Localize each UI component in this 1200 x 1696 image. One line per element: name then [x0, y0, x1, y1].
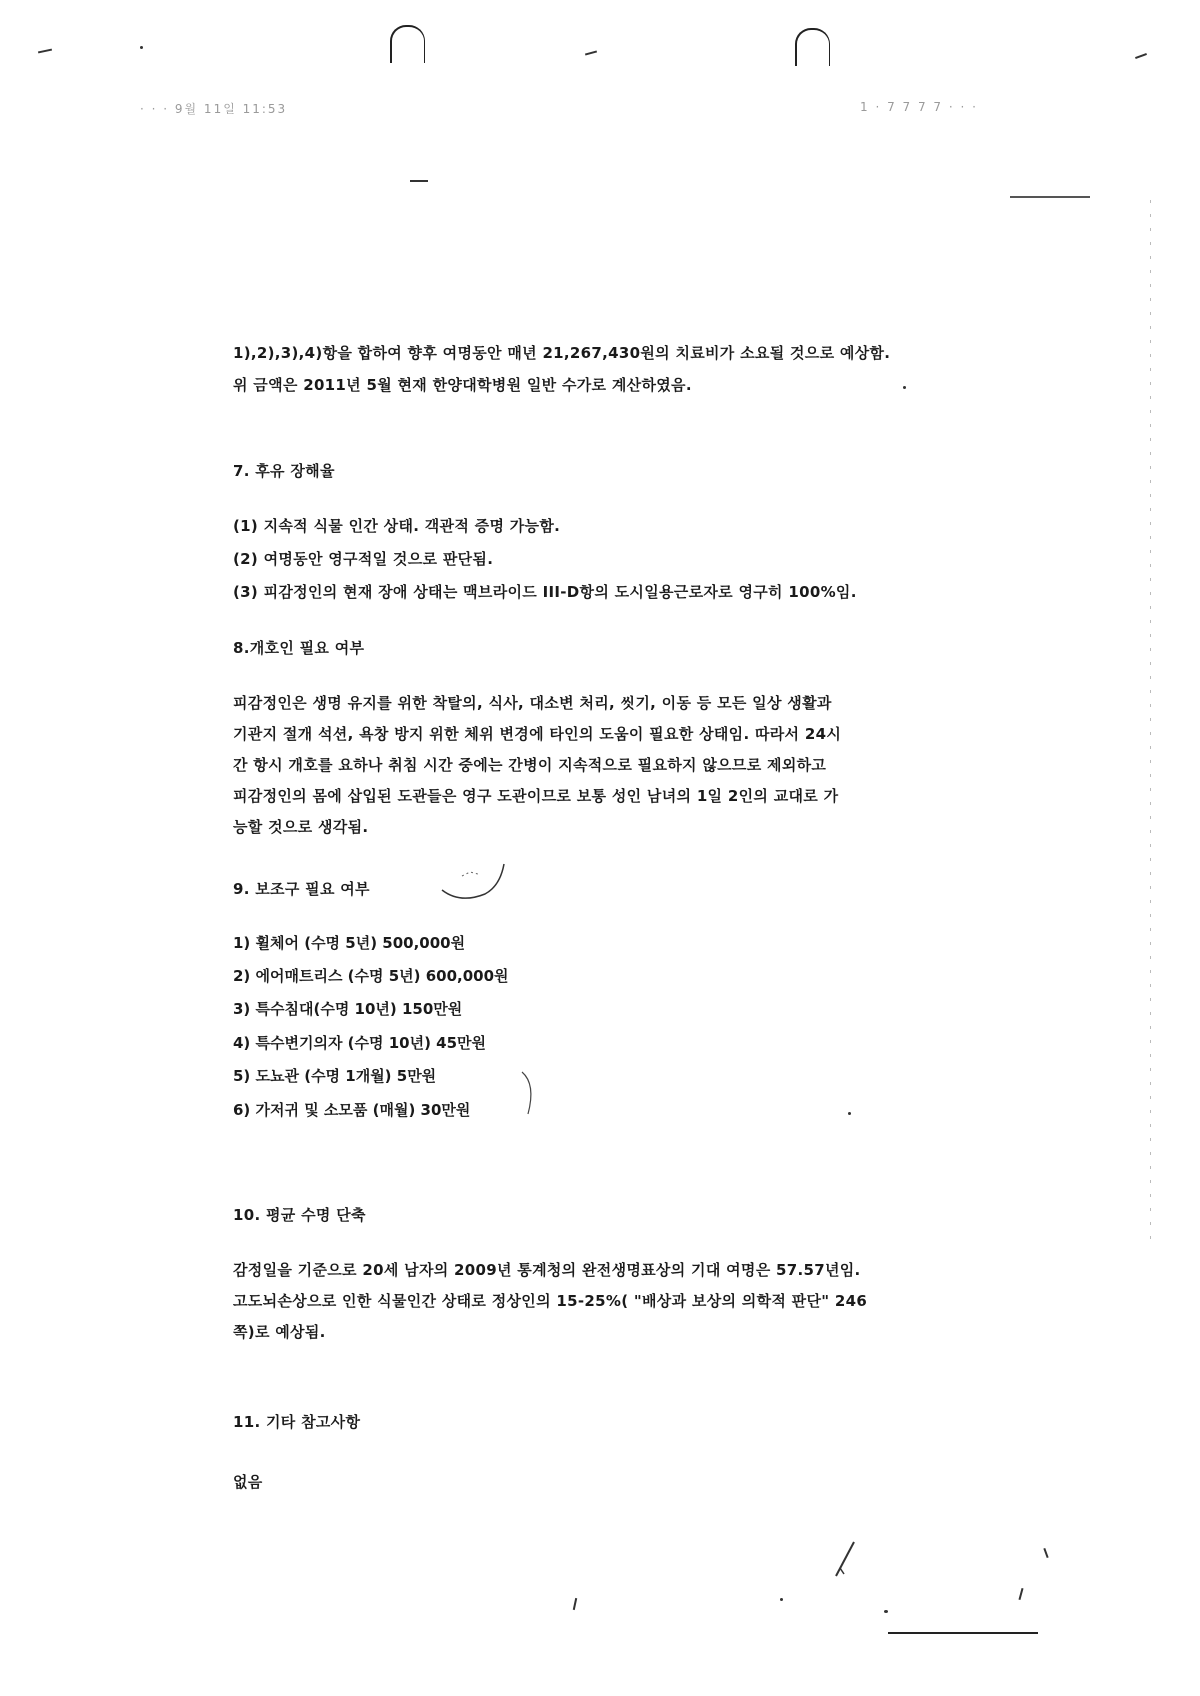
section-10-body: [233, 1255, 973, 1348]
section-11-body: 없음: [233, 1473, 263, 1491]
scan-mark: [573, 1598, 577, 1610]
section-8-line: 능할 것으로 생각됨.: [233, 818, 369, 836]
scan-mark: [585, 50, 597, 55]
scan-mark: [38, 49, 52, 54]
scan-dot: [903, 386, 906, 389]
scan-dot: [848, 1112, 851, 1115]
fax-header-right: 1 · 7 7 7 7 · · ·: [860, 100, 978, 114]
section-10-line: 쪽)로 예상됨.: [233, 1323, 326, 1341]
section-9-item-4: 4) 특수변기의자 (수명 10년) 45만원: [233, 1034, 487, 1052]
punch-hole-left: [390, 25, 425, 63]
punch-hole-right: [795, 28, 830, 66]
scan-mark: [1135, 53, 1147, 59]
scan-edge-dots: [1150, 200, 1151, 1250]
section-8-body: [233, 688, 973, 843]
pen-stroke-mark: [830, 1540, 860, 1580]
section-10-line: 감정일을 기준으로 20세 남자의 2009년 통계청의 완전생명표상의 기대 여명은 57.57년임.: [233, 1261, 861, 1279]
handwritten-scribble: [440, 858, 510, 908]
section-10-title: 10. 평균 수명 단축: [233, 1206, 366, 1224]
section-9-item-1: 1) 휠체어 (수명 5년) 500,000원: [233, 934, 466, 952]
intro-line-2: 위 금액은 2011년 5월 현재 한양대학병원 일반 수가로 계산하였음.: [233, 376, 692, 394]
scan-mark: [140, 46, 143, 49]
section-9-item-6: 6) 가저귀 및 소모품 (매월) 30만원: [233, 1101, 471, 1119]
section-7-title: 7. 후유 장해율: [233, 462, 335, 480]
section-10-line: 고도뇌손상으로 인한 식물인간 상태로 정상인의 15-25%( "배상과 보상의 의학적 판단" 246: [233, 1292, 868, 1310]
section-8-title: 8.개호인 필요 여부: [233, 639, 365, 657]
section-9-item-3: 3) 특수침대(수명 10년) 150만원: [233, 1000, 463, 1018]
fax-header-left: · · · 9월 11일 11:53: [140, 102, 288, 116]
section-8-line: 피감정인은 생명 유지를 위한 착탈의, 식사, 대소변 처리, 씻기, 이동 등 모든 일상 생활과: [233, 694, 832, 712]
scan-mark: [1018, 1588, 1023, 1600]
section-9-item-5: 5) 도뇨관 (수명 1개월) 5만원: [233, 1067, 437, 1085]
scan-mark: [1043, 1548, 1048, 1558]
bottom-rule: [888, 1632, 1038, 1634]
scan-mark: [410, 180, 428, 182]
section-7-item-2: (2) 여명동안 영구적일 것으로 판단됨.: [233, 550, 494, 568]
section-9-item-2: 2) 에어매트리스 (수명 5년) 600,000원: [233, 967, 509, 985]
section-11-title: 11. 기타 참고사항: [233, 1413, 361, 1431]
section-9-title: 9. 보조구 필요 여부: [233, 880, 370, 898]
scan-dot: [884, 1610, 888, 1613]
intro-line-1: 1),2),3),4)항을 합하여 향후 여명동안 매년 21,267,430원의 치료비가 소요될 것으로 예상함.: [233, 344, 891, 362]
section-8-line: 간 항시 개호를 요하나 취침 시간 중에는 간병이 지속적으로 필요하지 않으므로 제외하고: [233, 756, 827, 774]
section-8-line: 피감정인의 몸에 삽입된 도관들은 영구 도관이므로 보통 성인 남녀의 1일 2인의 교대로 가: [233, 787, 839, 805]
section-8-line: 기관지 절개 석션, 욕창 방지 위한 체위 변경에 타인의 도움이 필요한 상태임. 따라서 24시: [233, 725, 842, 743]
handwritten-bracket: [520, 1070, 540, 1118]
scan-mark: [1010, 196, 1090, 198]
scan-dot: [780, 1598, 783, 1601]
section-7-item-1: (1) 지속적 식물 인간 상태. 객관적 증명 가능함.: [233, 517, 561, 535]
section-7-item-3: (3) 피감정인의 현재 장애 상태는 맥브라이드 III-D항의 도시일용근로자로 영구히 100%임.: [233, 583, 857, 601]
